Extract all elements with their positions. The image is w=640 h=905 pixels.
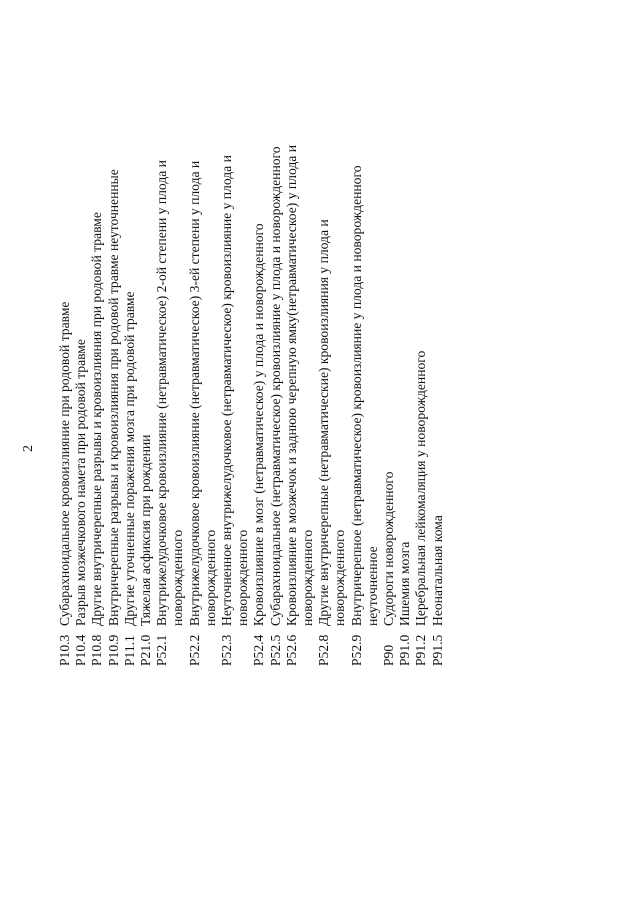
description-line: Внутрижелудочковое кровоизлияние (нетравматическое) 2-ой степени у плода и bbox=[154, 160, 170, 626]
diagnosis-code-list bbox=[57, 16, 446, 666]
description-line: Внутричерепное (нетравматическое) кровоизлияние у плода и новорожденного bbox=[348, 165, 364, 626]
code-entry bbox=[430, 16, 446, 666]
diagnosis-description bbox=[284, 16, 316, 626]
code-entry bbox=[251, 16, 267, 666]
diagnosis-code: P21.0 bbox=[138, 634, 154, 666]
description-line: Внутрижелудочковое кровоизлияние (нетравматическое) 3-ей степени у плода и bbox=[186, 160, 202, 626]
code-entry bbox=[106, 16, 122, 666]
description-line: неуточненное bbox=[364, 546, 380, 626]
description-line: Неонатальная кома bbox=[429, 515, 445, 626]
description-line: Тяжелая асфиксия при рождении bbox=[138, 434, 154, 626]
diagnosis-description bbox=[89, 16, 105, 626]
code-entry bbox=[397, 16, 413, 666]
diagnosis-code: P52.3 bbox=[219, 634, 235, 666]
description-line: Ишемия мозга bbox=[397, 541, 413, 626]
diagnosis-description bbox=[122, 16, 138, 626]
description-line: новорожденного bbox=[300, 529, 316, 626]
diagnosis-description bbox=[138, 16, 154, 626]
diagnosis-code: P11.1 bbox=[121, 635, 137, 666]
description-line: Субарахноидальное кровоизлияние при родовой травме bbox=[57, 301, 72, 626]
diagnosis-description bbox=[268, 16, 284, 626]
description-line: новорожденного bbox=[202, 529, 218, 626]
code-entry bbox=[268, 16, 284, 666]
code-entry bbox=[122, 16, 138, 666]
description-line: Другие внутричерепные разрывы и кровоизлияния при родовой травме bbox=[89, 212, 105, 626]
description-line: новорожденного bbox=[170, 529, 186, 626]
diagnosis-code: P10.4 bbox=[73, 634, 89, 666]
code-entry bbox=[219, 16, 251, 666]
description-line: Субарахноидальное (нетравматическое) кровоизлияние у плода и новорожденного bbox=[267, 146, 283, 626]
diagnosis-code: P52.8 bbox=[316, 634, 332, 666]
diagnosis-code: P91.2 bbox=[413, 634, 429, 666]
diagnosis-description bbox=[430, 16, 446, 626]
code-entry bbox=[73, 16, 89, 666]
diagnosis-code: P52.1 bbox=[154, 634, 170, 666]
diagnosis-description bbox=[219, 16, 251, 626]
diagnosis-code: P10.8 bbox=[89, 634, 105, 666]
description-line: Судороги новорожденного bbox=[381, 471, 397, 626]
code-entry bbox=[284, 16, 316, 666]
diagnosis-code: P52.2 bbox=[186, 634, 202, 666]
diagnosis-code: P52.4 bbox=[251, 634, 267, 666]
diagnosis-code: P52.5 bbox=[267, 634, 283, 666]
diagnosis-description bbox=[397, 16, 413, 626]
description-line: Другие внутричерепные (нетравматические) кровоизлияния у плода и bbox=[316, 219, 332, 626]
code-entry bbox=[349, 16, 381, 666]
diagnosis-code: P52.9 bbox=[348, 634, 364, 666]
diagnosis-code: P10.9 bbox=[105, 634, 121, 666]
diagnosis-description bbox=[57, 16, 73, 626]
description-line: Церебральная лейкомаляция у новорожденного bbox=[413, 350, 429, 626]
code-entry bbox=[138, 16, 154, 666]
diagnosis-description bbox=[187, 16, 219, 626]
description-line: Другие уточненные поражения мозга при родовой травме bbox=[121, 291, 137, 626]
diagnosis-code: P10.3 bbox=[57, 634, 72, 666]
code-entry bbox=[413, 16, 429, 666]
description-line: новорожденного bbox=[235, 529, 251, 626]
diagnosis-description bbox=[381, 16, 397, 626]
diagnosis-code: P52.6 bbox=[283, 634, 299, 666]
diagnosis-code: P91.0 bbox=[397, 634, 413, 666]
diagnosis-description bbox=[154, 16, 186, 626]
diagnosis-description bbox=[106, 16, 122, 626]
diagnosis-description bbox=[316, 16, 348, 626]
description-line: Внутричерепные разрывы и кровоизлияния при родовой травме неуточненные bbox=[105, 169, 121, 626]
description-line: Кровоизлияние в мозг (нетравматическое) у плода и новорожденного bbox=[251, 223, 267, 626]
code-entry bbox=[316, 16, 348, 666]
diagnosis-description bbox=[251, 16, 267, 626]
code-entry bbox=[57, 16, 73, 666]
description-line: Неуточненное внутрижелудочковое (нетравматическое) кровоизлияние у плода и bbox=[219, 155, 235, 626]
diagnosis-description bbox=[73, 16, 89, 626]
description-line: новорожденного bbox=[332, 529, 348, 626]
diagnosis-code: P91.5 bbox=[429, 634, 445, 666]
code-entry bbox=[154, 16, 186, 666]
page-number: 2 bbox=[21, 445, 36, 452]
description-line: Кровоизлияние в мозжечок и заднюю черепную ямку(нетравматическое) у плода и bbox=[283, 145, 299, 626]
code-entry bbox=[89, 16, 105, 666]
description-line: Разрыв мозжечкового намета при родовой травме bbox=[73, 339, 89, 626]
diagnosis-code: P90 bbox=[381, 644, 397, 666]
code-entry bbox=[381, 16, 397, 666]
diagnosis-description bbox=[413, 16, 429, 626]
diagnosis-description bbox=[349, 16, 381, 626]
code-entry bbox=[187, 16, 219, 666]
